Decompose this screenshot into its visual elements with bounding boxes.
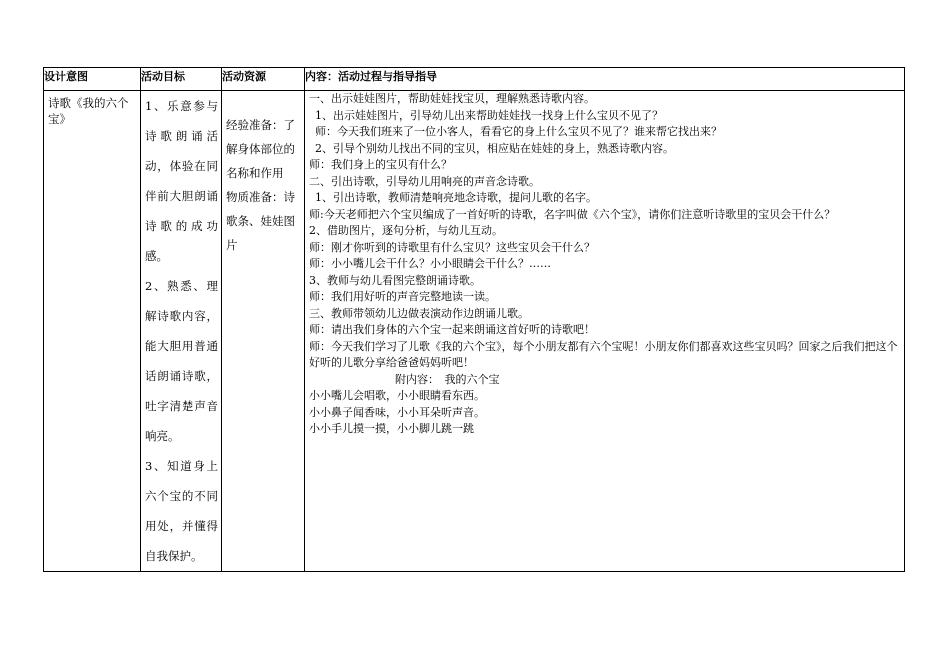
content-cell	[305, 91, 905, 572]
poem-title: 附内容： 我的六个宝	[395, 372, 500, 386]
design-intent-text: 诗歌《我的六个宝》	[48, 96, 129, 126]
lesson-plan-table	[43, 67, 905, 572]
content-line: 1、引出诗歌，教师清楚响亮地念诗歌，提问儿歌的名字。	[315, 191, 597, 204]
resource-experience: 经验准备：了解身体部位的名称和作用	[226, 118, 295, 180]
content-line: 师：今天我们班来了一位小客人，看看它的身上什么宝贝不见了？谁来帮它找出来？	[315, 125, 722, 138]
content-line: 师:今天老师把六个宝贝编成了一首好听的诗歌，名字叫做《六个宝》，请你们注意听诗歌里的宝贝会干什么？	[309, 207, 836, 221]
content-line: 师：刚才你听到的诗歌里有什么宝贝？这些宝贝会干什么？	[309, 240, 595, 254]
content-line: 一、出示娃娃图片，帮助娃娃找宝贝，理解熟悉诗歌内容。	[309, 92, 595, 105]
content-line: 2、借助图片，逐句分析，与幼儿互动。	[309, 224, 503, 237]
poem-line: 小小嘴儿会唱歌，小小眼睛看东西。	[309, 389, 485, 402]
header-content: 内容：活动过程与指导指导	[305, 68, 905, 91]
poem-line: 小小手儿摸一摸，小小脚儿跳一跳	[309, 422, 474, 435]
table-body-row	[44, 91, 905, 572]
content-line: 2、引导个别幼儿找出不同的宝贝，相应贴在娃娃的身上，熟悉诗歌内容。	[315, 141, 674, 155]
content-line: 三、教师带领幼儿边做表演动作边朗诵儿歌。	[309, 306, 529, 320]
goal-3: 3、知道身上六个宝的不同用处，并懂得自我保护。	[145, 459, 218, 563]
content-line: 师：请出我们身体的六个宝一起来朗诵这首好听的诗歌吧！	[309, 323, 595, 336]
content-line: 师：小小嘴儿会干什么？小小眼睛会干什么？……	[309, 257, 551, 270]
design-intent-cell	[44, 91, 141, 572]
header-activity-goals: 活动目标	[141, 68, 222, 91]
content-line: 师：我们用好听的声音完整地读一读。	[309, 290, 496, 303]
resource-materials: 物质准备：诗歌条、娃娃图片	[226, 190, 295, 252]
poem-line: 小小鼻子闻香味，小小耳朵听声音。	[309, 405, 485, 419]
content-line: 师：我们身上的宝贝有什么？	[309, 158, 452, 171]
content-line: 3、教师与幼儿看图完整朗诵诗歌。	[309, 273, 481, 287]
goal-1: 1、乐意参与诗歌朗诵活动，体验在同伴前大胆朗诵诗歌的成功感。	[145, 99, 218, 263]
content-text	[305, 91, 904, 438]
header-activity-resources: 活动资源	[222, 68, 305, 91]
resources-cell	[222, 91, 305, 572]
goals-cell	[141, 91, 222, 572]
content-line: 二、引出诗歌，引导幼儿用响亮的声音念诗歌。	[309, 174, 540, 188]
content-line: 1、出示娃娃图片，引导幼儿出来帮助娃娃找一找身上什么宝贝不见了？	[315, 108, 663, 122]
goal-2: 2、熟悉、理解诗歌内容，能大胆用普通话朗诵诗歌，吐字清楚声音响亮。	[145, 279, 218, 443]
header-design-intent: 设计意图	[44, 68, 141, 91]
content-line: 师：今天我们学习了儿歌《我的六个宝》，每个小朋友都有六个宝呢！小朋友你们都喜欢这些宝贝吗？回家之后我们把这个好听的儿歌分享给爸爸妈妈听吧！	[309, 339, 898, 369]
table-header-row	[44, 68, 905, 91]
